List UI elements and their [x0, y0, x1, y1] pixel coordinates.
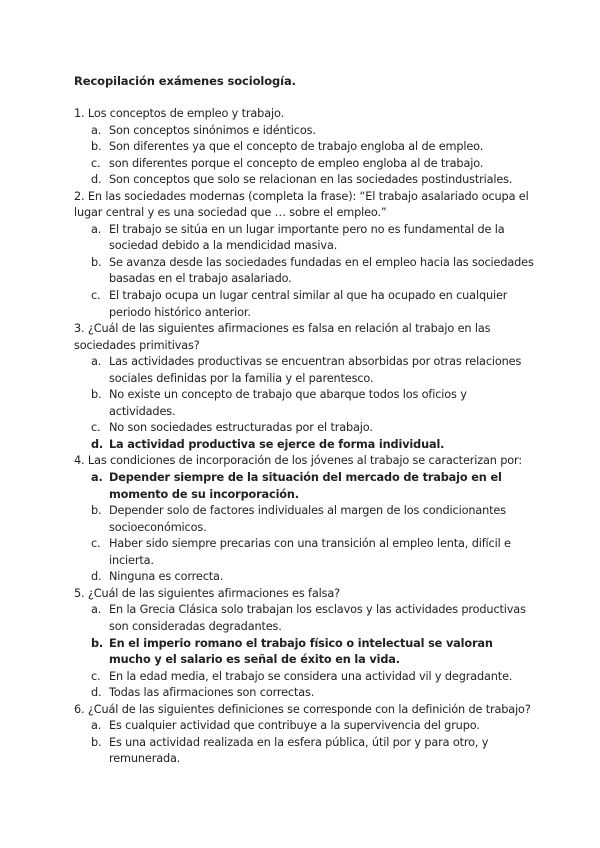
question-text: 4. Las condiciones de incorporación de los jóvenes al trabajo se caracterizan por:	[74, 454, 522, 468]
option-letter: a.	[91, 719, 102, 733]
question-text: 3. ¿Cuál de las siguientes afirmaciones es falsa en relación al trabajo en las sociedades primitivas?	[74, 322, 491, 352]
option-text: son diferentes porque el concepto de empleo engloba al de trabajo.	[109, 156, 484, 170]
option-letter: b.	[91, 388, 102, 402]
option-text: Se avanza desde las sociedades fundadas en el empleo hacia las sociedades basadas en el trabajo asalariado.	[109, 255, 534, 286]
question-block	[74, 321, 534, 453]
option-letter: b.	[91, 735, 102, 749]
answer-option	[74, 172, 534, 189]
question-text: 6. ¿Cuál de las siguientes definiciones se corresponde con la definición de trabajo?	[74, 702, 531, 716]
option-text: En la edad media, el trabajo se considera una actividad vil y degradante.	[109, 669, 513, 683]
option-letter: d.	[91, 437, 104, 451]
option-text: Es una actividad realizada en la esfera pública, útil por y para otro, y remunerada.	[109, 735, 489, 766]
option-text: Haber sido siempre precarias con una transición al empleo lenta, difícil e incierta.	[109, 537, 511, 567]
option-letter: c.	[91, 421, 101, 435]
answer-option	[74, 222, 534, 255]
option-letter: d.	[91, 570, 102, 584]
question-list	[74, 106, 534, 768]
option-text: Depender solo de factores individuales al margen de los condicionantes socioeconómicos.	[109, 504, 506, 534]
option-text: En el imperio romano el trabajo físico o intelectual se valoran mucho y el salario es señal de éxito en la vida.	[109, 636, 493, 667]
answer-option-correct	[74, 470, 534, 503]
option-text: Depender siempre de la situación del mercado de trabajo en el momento de su incorporación.	[109, 471, 502, 501]
option-text: En la Grecia Clásica solo trabajan los esclavos y las actividades productivas son consideradas degradantes.	[109, 603, 526, 633]
option-letter: a.	[91, 471, 103, 485]
option-text: No son sociedades estructuradas por el trabajo.	[109, 421, 373, 435]
option-text: Ninguna es correcta.	[109, 570, 224, 584]
question-block	[74, 453, 534, 585]
option-letter: c.	[91, 156, 101, 170]
option-text: Todas las afirmaciones son correctas.	[109, 686, 315, 700]
option-letter: d.	[91, 686, 102, 700]
option-letter: c.	[91, 289, 101, 303]
option-letter: b.	[91, 636, 104, 650]
question-text: 1. Los conceptos de empleo y trabajo.	[74, 107, 284, 120]
answer-option	[74, 669, 534, 686]
answer-option	[74, 354, 534, 387]
question-block	[74, 106, 534, 189]
option-text: El trabajo ocupa un lugar central similar al que ha ocupado en cualquier periodo histórico anterior.	[109, 289, 508, 319]
option-text: No existe un concepto de trabajo que abarque todos los oficios y actividades.	[109, 388, 467, 418]
answer-option	[74, 602, 534, 635]
option-letter: a.	[91, 123, 102, 137]
option-text: Es cualquier actividad que contribuye a la supervivencia del grupo.	[109, 719, 480, 733]
answer-option	[74, 123, 534, 140]
answer-option	[74, 288, 534, 321]
option-letter: b.	[91, 140, 102, 154]
answer-option-correct	[74, 437, 534, 454]
answer-option-correct	[74, 636, 534, 669]
option-text: Son conceptos que solo se relacionan en las sociedades postindustriales.	[109, 173, 513, 187]
answer-option	[74, 569, 534, 586]
option-text: Las actividades productivas se encuentran absorbidas por otras relaciones sociales definidas por la familia y el parentesco.	[109, 355, 522, 385]
question-block	[74, 702, 534, 768]
question-text: 5. ¿Cuál de las siguientes afirmaciones es falsa?	[74, 586, 340, 600]
option-letter: a.	[91, 222, 102, 236]
answer-option	[74, 387, 534, 420]
answer-option	[74, 156, 534, 173]
answer-option	[74, 255, 534, 288]
option-text: Son diferentes ya que el concepto de trabajo engloba al de empleo.	[109, 140, 484, 154]
answer-option	[74, 536, 534, 569]
document-title: Recopilación exámenes sociología.	[74, 74, 296, 88]
question-block	[74, 189, 534, 321]
option-letter: b.	[91, 504, 102, 518]
option-text: La actividad productiva se ejerce de forma individual.	[109, 437, 445, 451]
option-letter: b.	[91, 255, 102, 269]
option-letter: d.	[91, 173, 102, 187]
answer-option	[74, 735, 534, 768]
option-letter: c.	[91, 669, 101, 683]
option-letter: a.	[91, 355, 102, 369]
option-letter: c.	[91, 537, 101, 551]
option-text: Son conceptos sinónimos e idénticos.	[109, 123, 316, 137]
option-letter: a.	[91, 603, 102, 617]
answer-option	[74, 420, 534, 437]
answer-option	[74, 503, 534, 536]
answer-option	[74, 685, 534, 702]
option-text: El trabajo se sitúa en un lugar importante pero no es fundamental de la sociedad debido a la mendicidad masiva.	[109, 222, 505, 253]
answer-option	[74, 718, 534, 735]
question-block	[74, 586, 534, 702]
answer-option	[74, 139, 534, 156]
question-text: 2. En las sociedades modernas (completa la frase): “El trabajo asalariado ocupa el lugar central y es una sociedad que … sobre el empleo.”	[74, 189, 529, 220]
